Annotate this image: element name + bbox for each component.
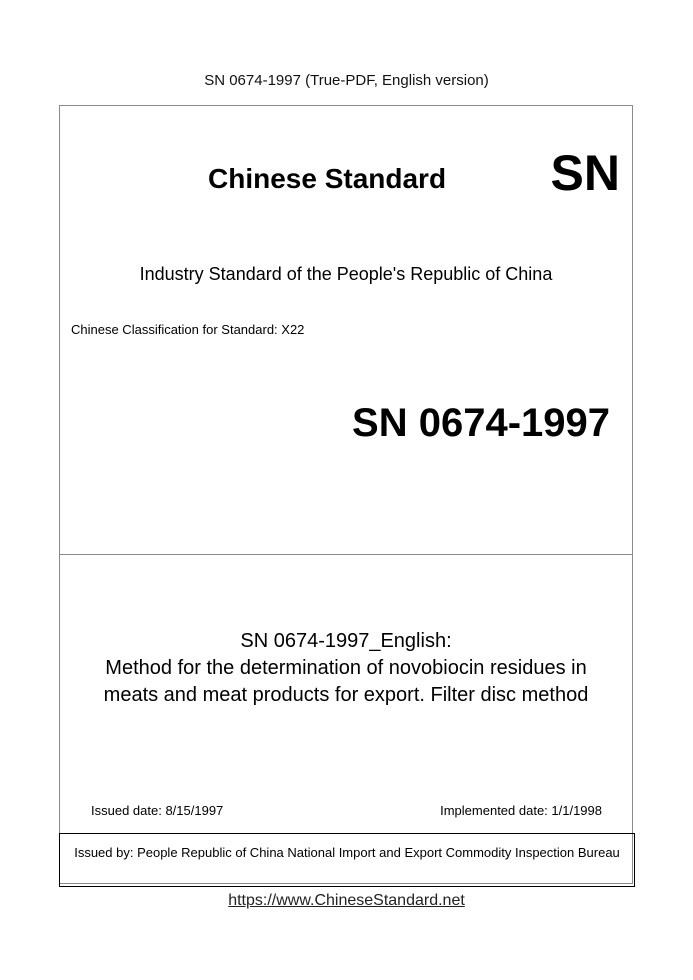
standard-type-title: Chinese Standard [208,163,447,194]
issued-date: Issued date: 8/15/1997 [91,803,224,818]
document-title-line: Method for the determination of novobiocin residues in [105,657,587,679]
document-title-line: SN 0674-1997_English: [240,630,452,652]
document-title [60,628,632,709]
industry-standard-line: Industry Standard of the People's Republic of China [139,264,553,284]
document-title-line: meats and meat products for export. Filter disc method [103,684,589,706]
cover-top-section [60,106,632,555]
page-header: SN 0674-1997 (True-PDF, English version) [204,72,489,89]
standard-number: SN 0674-1997 [352,401,610,445]
classification-line: Chinese Classification for Standard: X22 [71,322,305,337]
website-link[interactable]: https://www.ChineseStandard.net [228,892,465,909]
standard-code-mark: SN [550,145,620,201]
implemented-date: Implemented date: 1/1/1998 [440,803,602,818]
issuer-box: Issued by: People Republic of China National Import and Export Commodity Inspection Bureau [59,833,635,887]
cover-frame [59,105,633,884]
